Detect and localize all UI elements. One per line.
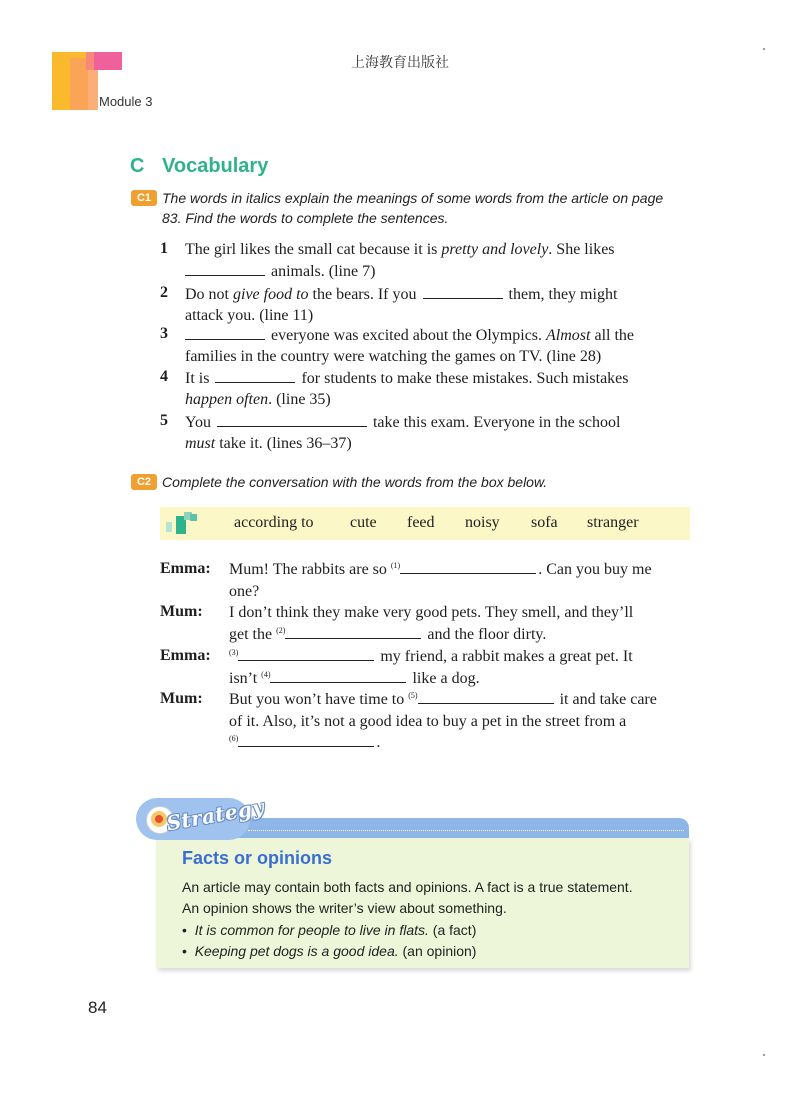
- dialogue-text: like a dog.: [408, 669, 480, 687]
- crop-mark: [763, 48, 765, 50]
- dialogue-text: . Can you buy me: [538, 561, 652, 578]
- strategy-bullet: [182, 920, 476, 940]
- item-number: 4: [160, 368, 168, 385]
- item-text: Do not: [185, 286, 233, 303]
- speaker-label: Mum:: [160, 603, 203, 620]
- speaker-label: Emma:: [160, 560, 211, 577]
- c1-instruction-line: The words in italics explain the meanings of some words from the article on page: [162, 190, 664, 206]
- word-box-decoration: [166, 522, 172, 532]
- item-italic: pretty and lovely: [441, 241, 549, 258]
- c1-instruction-line: 83. Find the words to complete the sentences.: [162, 210, 449, 226]
- exercise-item: [185, 284, 685, 326]
- exercise-item: [185, 325, 685, 367]
- dialogue-text: get the: [229, 625, 277, 643]
- item-text: attack you. (line 11): [185, 306, 314, 324]
- answer-blank[interactable]: [185, 325, 265, 340]
- target-icon-center: [155, 815, 163, 823]
- blank-number: (4): [261, 669, 271, 679]
- speaker-label: Mum:: [160, 690, 203, 707]
- dialogue-line: [229, 689, 689, 754]
- strategy-text-line: An opinion shows the writer’s view about something.: [182, 900, 507, 916]
- item-text: all the: [590, 327, 635, 344]
- c1-instruction: [162, 188, 663, 228]
- strategy-badge-label: Strategy: [164, 794, 267, 836]
- word-option: cute: [350, 514, 377, 531]
- answer-blank[interactable]: [185, 261, 265, 276]
- item-text: take this exam. Everyone in the school: [368, 414, 621, 431]
- strategy-title: Facts or opinions: [182, 848, 333, 868]
- item-number: 2: [160, 284, 168, 301]
- bullet-example: Keeping pet dogs is a good idea.: [194, 943, 399, 959]
- bullet-example: It is common for people to live in flats.: [194, 922, 429, 938]
- dialogue-line: [229, 602, 689, 645]
- bullet-note: (a fact): [428, 922, 477, 938]
- speaker-label: Emma:: [160, 647, 211, 664]
- item-italic: happen often: [185, 390, 269, 408]
- blank-number: (1): [390, 561, 401, 570]
- item-text: . (line 35): [268, 390, 331, 408]
- item-text: everyone was excited about the Olympics.: [267, 327, 547, 344]
- blank-number: (5): [408, 691, 418, 700]
- word-option: sofa: [531, 514, 558, 531]
- dialogue-text: But you won’t have time to: [229, 691, 409, 708]
- dialogue-text: my friend, a rabbit makes a great pet. It: [376, 648, 633, 665]
- item-italic: must: [185, 434, 216, 452]
- answer-blank[interactable]: [285, 624, 421, 639]
- item-text: The girl likes the small cat because it is: [185, 241, 442, 258]
- exercise-item: [185, 412, 685, 454]
- item-text: the bears. If you: [308, 286, 421, 303]
- answer-blank[interactable]: [217, 412, 367, 427]
- word-option: according to: [234, 514, 314, 531]
- answer-blank[interactable]: [270, 668, 406, 683]
- strategy-text-line: An article may contain both facts and opinions. A fact is a true statement.: [182, 879, 633, 895]
- blank-number: (3): [229, 648, 239, 657]
- item-text: You: [185, 414, 215, 431]
- blank-number: (6): [229, 734, 239, 743]
- bullet-dot: •: [182, 943, 195, 959]
- dialogue-text: it and take care: [555, 691, 657, 708]
- dialogue-line: [229, 559, 689, 602]
- blank-number: (2): [276, 625, 286, 635]
- item-text: animals. (line 7): [267, 262, 376, 280]
- bullet-dot: •: [182, 922, 195, 938]
- answer-blank[interactable]: [238, 732, 374, 747]
- exercise-item: [185, 368, 685, 410]
- module-label: Module 3: [99, 94, 153, 109]
- dialogue-text: isn’t: [229, 669, 262, 687]
- item-number: 3: [160, 325, 168, 342]
- dialogue-text: .: [376, 734, 381, 751]
- item-number: 1: [160, 240, 168, 257]
- c2-tag: C2: [131, 474, 157, 490]
- dialogue-text: and the floor dirty.: [423, 625, 547, 643]
- item-text: . She likes: [548, 241, 615, 258]
- item-text: for students to make these mistakes. Such mistakes: [297, 370, 629, 387]
- publisher-name: 上海教育出版社: [351, 55, 449, 71]
- answer-blank[interactable]: [423, 284, 503, 299]
- item-text: families in the country were watching the games on TV. (line 28): [185, 347, 602, 365]
- word-box-decoration: [190, 514, 197, 521]
- crop-mark: [763, 1054, 765, 1056]
- dialogue-text: of it. Also, it’s not a good idea to buy a pet in the street from a: [229, 712, 627, 730]
- dialogue-text: one?: [229, 582, 260, 600]
- word-option: noisy: [465, 514, 500, 531]
- item-text: take it. (lines 36–37): [215, 434, 352, 452]
- item-number: 5: [160, 412, 168, 429]
- c1-tag: C1: [131, 190, 157, 206]
- item-text: them, they might: [504, 286, 618, 303]
- word-option: feed: [407, 514, 435, 531]
- dialogue-line: [229, 646, 689, 689]
- c2-instruction: Complete the conversation with the words from the box below.: [162, 474, 548, 490]
- word-option: stranger: [587, 514, 639, 531]
- strategy-text: [182, 877, 682, 919]
- item-text: It is: [185, 370, 214, 387]
- answer-blank[interactable]: [400, 559, 536, 574]
- item-italic: give food to: [233, 286, 309, 303]
- page-number: 84: [88, 998, 107, 1017]
- strategy-bullet: [182, 941, 476, 961]
- answer-blank[interactable]: [238, 646, 374, 661]
- section-title: Vocabulary: [162, 155, 269, 177]
- answer-blank[interactable]: [215, 368, 295, 383]
- section-letter: C: [130, 155, 145, 177]
- dialogue-text: I don’t think they make very good pets. They smell, and they’ll: [229, 604, 634, 621]
- bullet-note: (an opinion): [398, 943, 477, 959]
- strategy-divider: [248, 830, 684, 831]
- answer-blank[interactable]: [418, 689, 554, 704]
- dialogue-text: Mum! The rabbits are so: [229, 561, 391, 578]
- item-italic: Almost: [546, 327, 591, 344]
- exercise-item: [185, 240, 685, 282]
